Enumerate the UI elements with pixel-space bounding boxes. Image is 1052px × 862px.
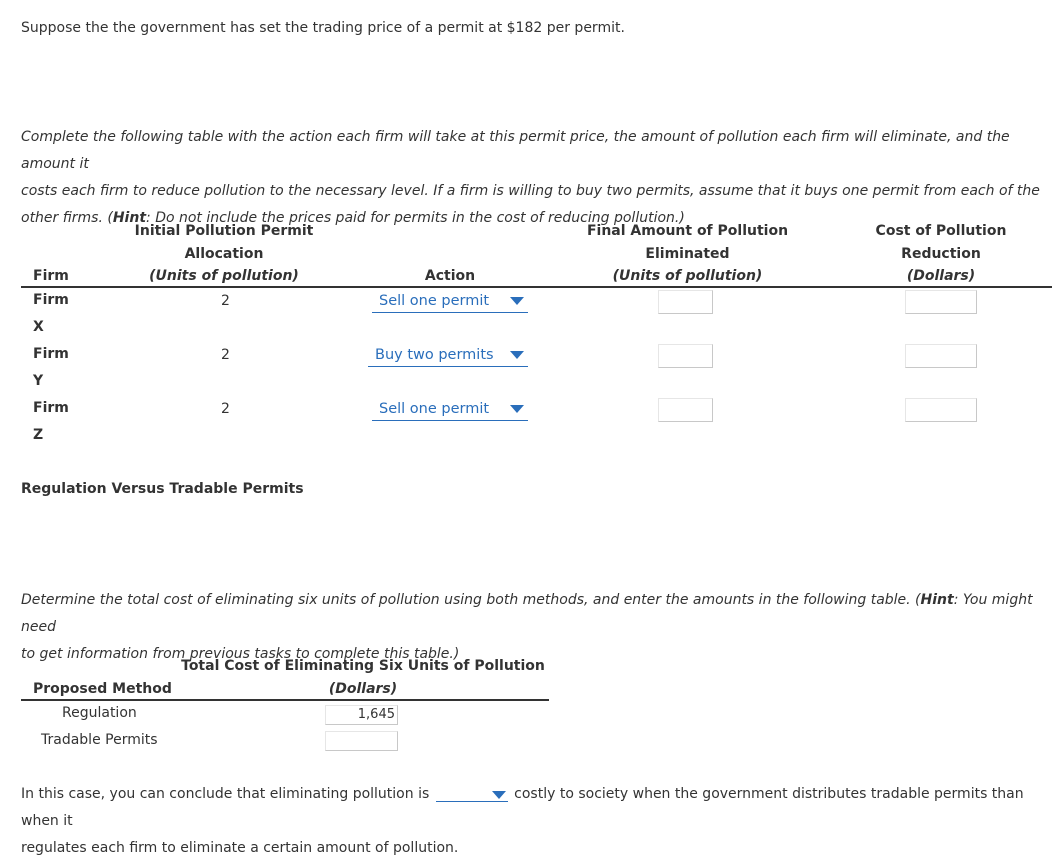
hint-label: Hint <box>920 592 954 608</box>
method-label: Regulation <box>62 705 137 721</box>
header-proposed-method: Proposed Method <box>33 681 172 697</box>
allocation-value: 2 <box>221 347 230 363</box>
method-label: Tradable Permits <box>41 732 158 748</box>
instructions-line-3: other firms. (Hint: Do not include the prices paid for permits in the cost of reducing pollution.) <box>21 210 685 226</box>
firm-label: Firm <box>33 292 69 308</box>
action-dropdown-value: Sell one permit <box>379 401 490 417</box>
header-initial-allocation: Initial Pollution Permit Allocation (Units of pollution) <box>134 223 314 284</box>
cost-input[interactable] <box>905 398 977 422</box>
final-amount-input[interactable] <box>658 344 713 368</box>
chevron-down-icon <box>510 351 524 359</box>
chevron-down-icon <box>492 791 506 799</box>
allocation-value: 2 <box>221 293 230 309</box>
header-total-cost: Total Cost of Eliminating Six Units of Pollution (Dollars) <box>181 658 545 697</box>
header-firm: Firm <box>33 268 69 284</box>
firm-letter: Y <box>33 373 44 389</box>
action-dropdown-value: Buy two permits <box>375 347 494 363</box>
final-amount-input[interactable] <box>658 290 713 314</box>
conclusion-line-2: regulates each firm to eliminate a certain amount of pollution. <box>21 840 459 856</box>
firm-label: Firm <box>33 400 69 416</box>
conclusion-line-1: In this case, you can conclude that eliminating pollution is costly to society when the government distributes tradable permits than when it <box>21 786 1024 829</box>
final-amount-input[interactable] <box>658 398 713 422</box>
chevron-down-icon <box>510 297 524 305</box>
instructions-line-1: Complete the following table with the action each firm will take at this permit price, the amount of pollution each firm will eliminate, and the amount it <box>21 129 1010 172</box>
firm-letter: X <box>33 319 44 335</box>
regulation-cost-input[interactable]: 1,645 <box>325 705 398 725</box>
determine-line-2: to get information from previous tasks to complete this table.) <box>21 646 460 662</box>
comparison-dropdown[interactable] <box>436 784 508 802</box>
cost-input[interactable] <box>905 344 977 368</box>
intro-text: Suppose the the government has set the trading price of a permit at $182 per permit. <box>21 20 625 36</box>
firm-letter: Z <box>33 427 44 443</box>
chevron-down-icon <box>510 405 524 413</box>
section-title: Regulation Versus Tradable Permits <box>21 481 304 497</box>
tradable-permits-cost-input[interactable] <box>325 731 398 751</box>
header-action: Action <box>424 268 476 284</box>
header-cost: Cost of Pollution Reduction (Dollars) <box>875 223 1007 284</box>
allocation-value: 2 <box>221 401 230 417</box>
action-dropdown[interactable] <box>372 399 528 421</box>
table-header-rule <box>21 699 549 701</box>
determine-line-1: Determine the total cost of eliminating six units of pollution using both methods, and enter the amounts in the following table. (Hint: You might need <box>21 592 1033 635</box>
header-final-amount: Final Amount of Pollution Eliminated (Units of pollution) <box>586 223 789 284</box>
instructions-line-2: costs each firm to reduce pollution to the necessary level. If a firm is willing to buy two permits, assume that it buys one permit from each of the <box>21 183 1040 199</box>
conclusion-text <box>21 781 1052 862</box>
instructions-text <box>21 124 1052 232</box>
action-dropdown[interactable] <box>372 291 528 313</box>
action-dropdown[interactable] <box>368 345 528 367</box>
table-header-rule <box>21 286 1052 288</box>
action-dropdown-value: Sell one permit <box>379 293 490 309</box>
hint-label: Hint <box>112 210 147 226</box>
cost-input[interactable] <box>905 290 977 314</box>
firm-label: Firm <box>33 346 69 362</box>
